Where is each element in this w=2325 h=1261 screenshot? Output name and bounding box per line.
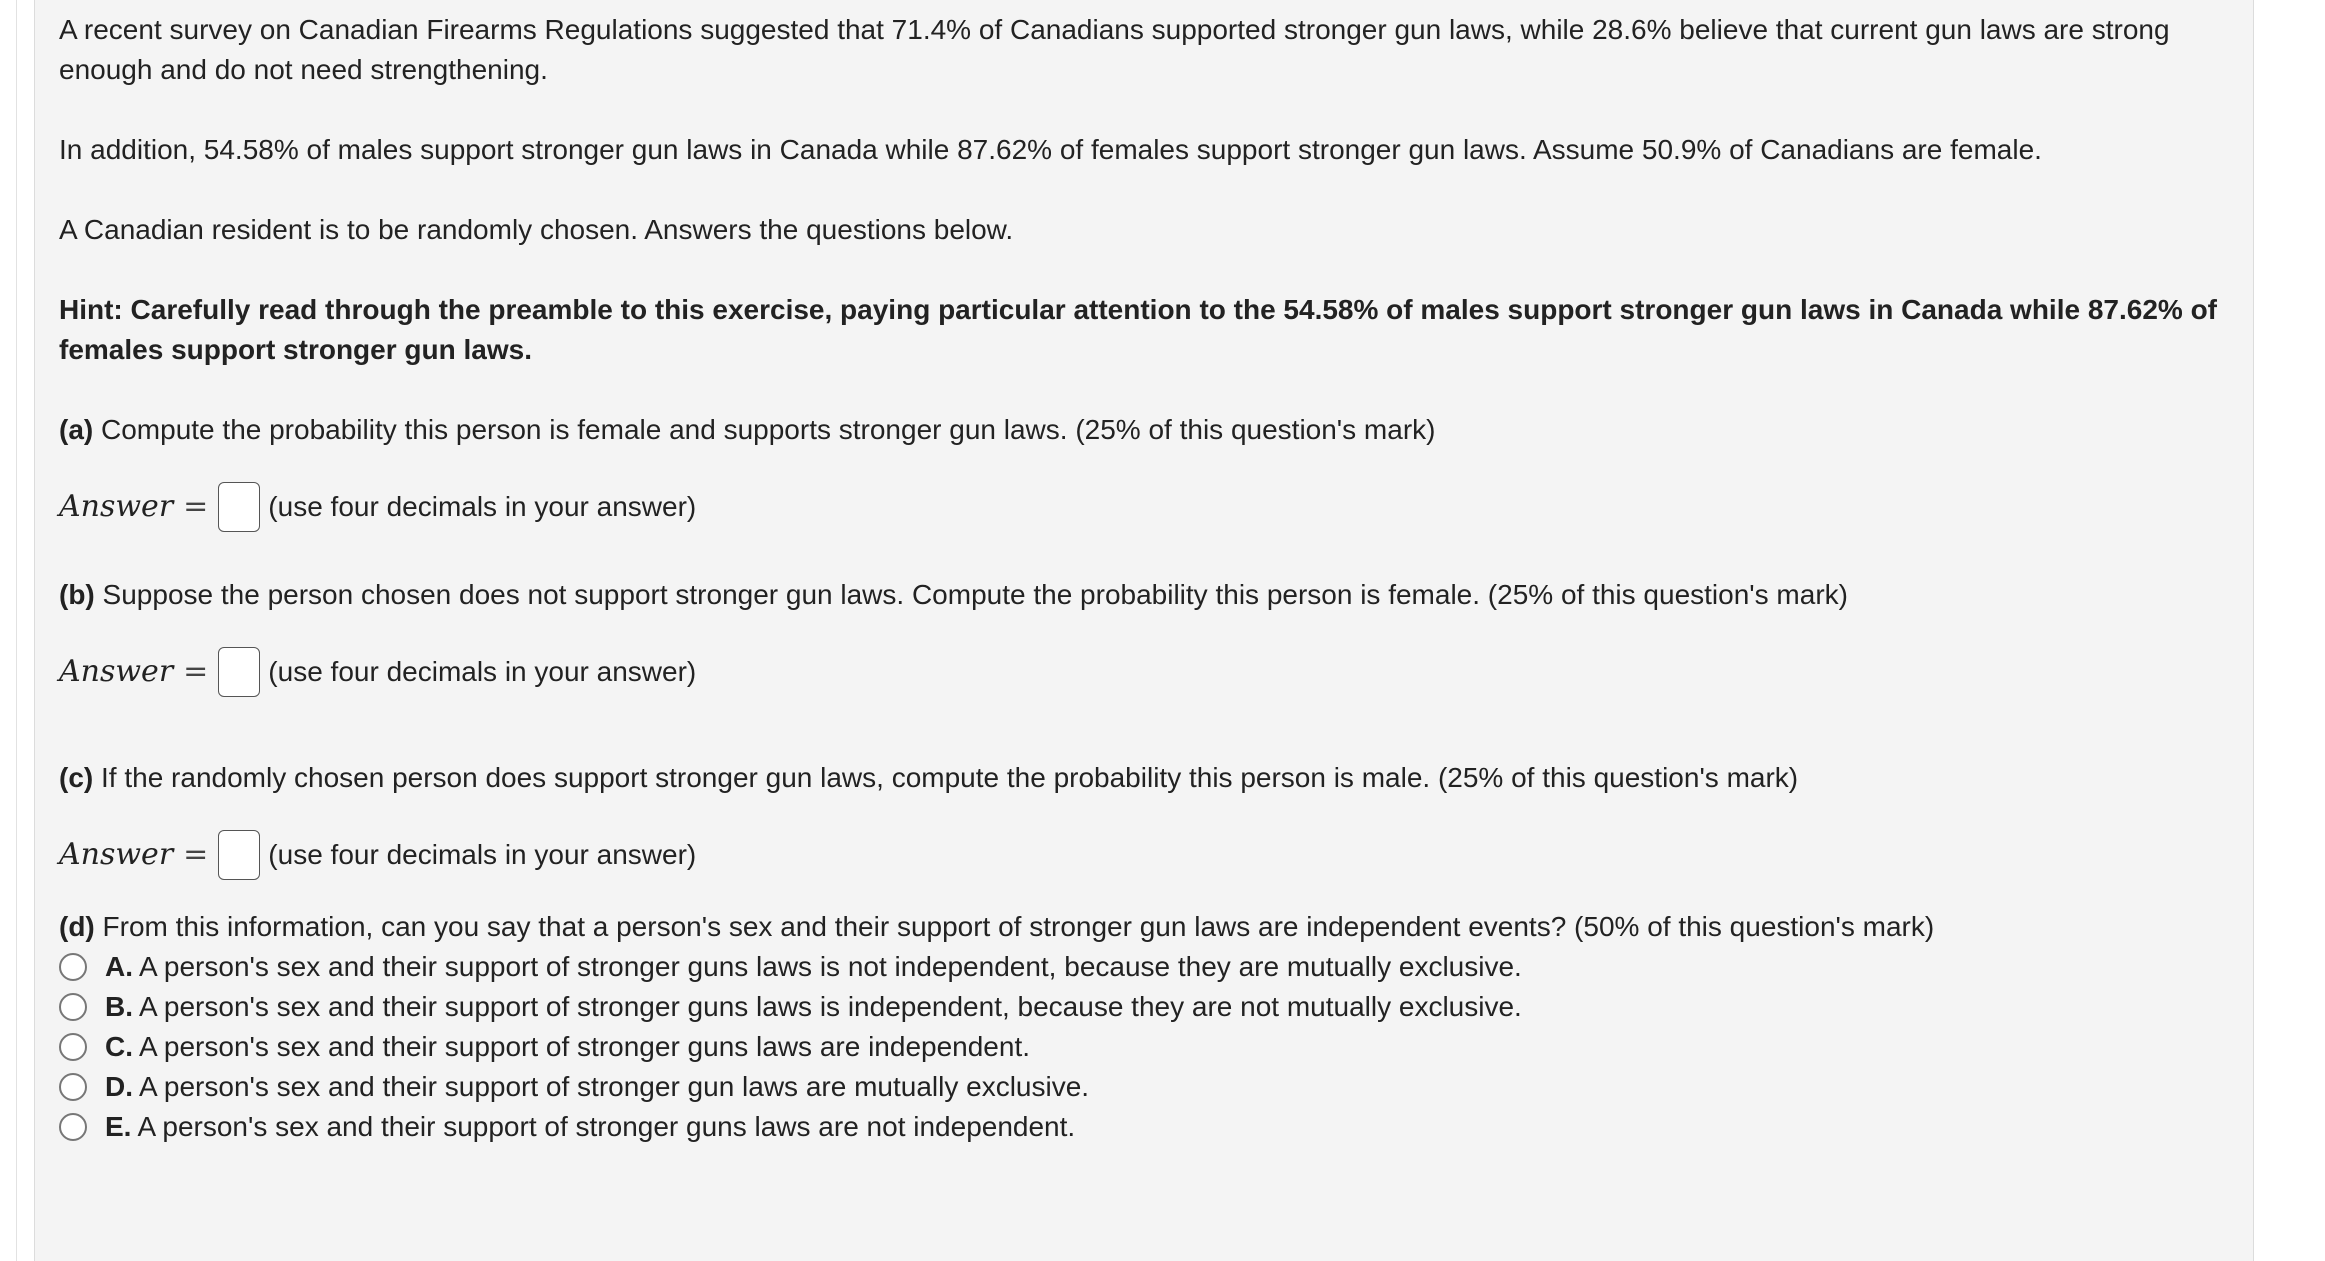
question-b: [59, 575, 2259, 615]
option-b[interactable]: [59, 987, 2259, 1027]
radio-button-c[interactable]: [59, 1033, 87, 1061]
intro-paragraph-3: A Canadian resident is to be randomly chosen. Answers the questions below.: [59, 214, 1014, 245]
answer-input-b[interactable]: [218, 647, 260, 697]
option-a-letter: A.: [105, 951, 133, 982]
radio-button-a[interactable]: [59, 953, 87, 981]
question-content: [59, 10, 2259, 1147]
option-c-letter: C.: [105, 1031, 133, 1062]
equals-sign: =: [183, 489, 209, 524]
intro-paragraph-1: A recent survey on Canadian Firearms Regulations suggested that 71.4% of Canadians supported stronger gun laws, while 28.6% believe that current gun laws are strong enough and do not need strengthening.: [59, 14, 2170, 85]
question-c-label: (c): [59, 762, 94, 793]
answer-input-c[interactable]: [218, 830, 260, 880]
answer-label: Answer: [59, 837, 174, 872]
option-d-text: A person's sex and their support of stronger gun laws are mutually exclusive.: [139, 1071, 1090, 1102]
question-d: [59, 907, 2259, 947]
page-border-line: [16, 0, 17, 1261]
option-a[interactable]: [59, 947, 2259, 987]
option-a-text: A person's sex and their support of stronger guns laws is not independent, because they are mutually exclusive.: [139, 951, 1522, 982]
question-d-options: [59, 947, 2259, 1147]
question-d-text: From this information, can you say that a person's sex and their support of stronger gun laws are independent events? (50% of this question's mark): [102, 911, 1935, 942]
option-e-letter: E.: [105, 1111, 132, 1142]
answer-label: Answer: [59, 654, 174, 689]
option-c[interactable]: [59, 1027, 2259, 1067]
intro-paragraph-2: In addition, 54.58% of males support stronger gun laws in Canada while 87.62% of females support stronger gun laws. Assume 50.9% of Canadians are female.: [59, 134, 2042, 165]
answer-row-c: [59, 827, 2259, 883]
answer-note-b: (use four decimals in your answer): [268, 656, 697, 687]
equals-sign: =: [183, 837, 209, 872]
option-b-text: A person's sex and their support of stronger guns laws is independent, because they are not mutually exclusive.: [139, 991, 1522, 1022]
option-c-text: A person's sex and their support of stronger guns laws are independent.: [139, 1031, 1031, 1062]
question-panel: [34, 0, 2254, 1261]
question-c: [59, 758, 2259, 798]
answer-note-a: (use four decimals in your answer): [268, 491, 697, 522]
equals-sign: =: [183, 654, 209, 689]
question-b-text: Suppose the person chosen does not support stronger gun laws. Compute the probability this person is female. (25% of this question's mark): [102, 579, 1848, 610]
radio-button-d[interactable]: [59, 1073, 87, 1101]
option-e-text: A person's sex and their support of stronger guns laws are not independent.: [137, 1111, 1076, 1142]
question-a-label: (a): [59, 414, 94, 445]
answer-input-a[interactable]: [218, 482, 260, 532]
question-b-label: (b): [59, 579, 95, 610]
question-c-text: If the randomly chosen person does support stronger gun laws, compute the probability this person is male. (25% of this question's mark): [101, 762, 1799, 793]
option-e[interactable]: [59, 1107, 2259, 1147]
hint-text: Hint: Carefully read through the preamble to this exercise, paying particular attention to the 54.58% of males support stronger gun laws in Canada while 87.62% of females support stronger gun laws.: [59, 294, 2218, 365]
question-a-text: Compute the probability this person is female and supports stronger gun laws. (25% of this question's mark): [101, 414, 1436, 445]
option-b-letter: B.: [105, 991, 133, 1022]
question-d-label: (d): [59, 911, 95, 942]
answer-label: Answer: [59, 489, 174, 524]
answer-note-c: (use four decimals in your answer): [268, 839, 697, 870]
option-d-letter: D.: [105, 1071, 133, 1102]
answer-row-a: [59, 479, 2259, 535]
question-a: [59, 410, 2259, 450]
radio-button-e[interactable]: [59, 1113, 87, 1141]
answer-row-b: [59, 644, 2259, 700]
radio-button-b[interactable]: [59, 993, 87, 1021]
option-d[interactable]: [59, 1067, 2259, 1107]
